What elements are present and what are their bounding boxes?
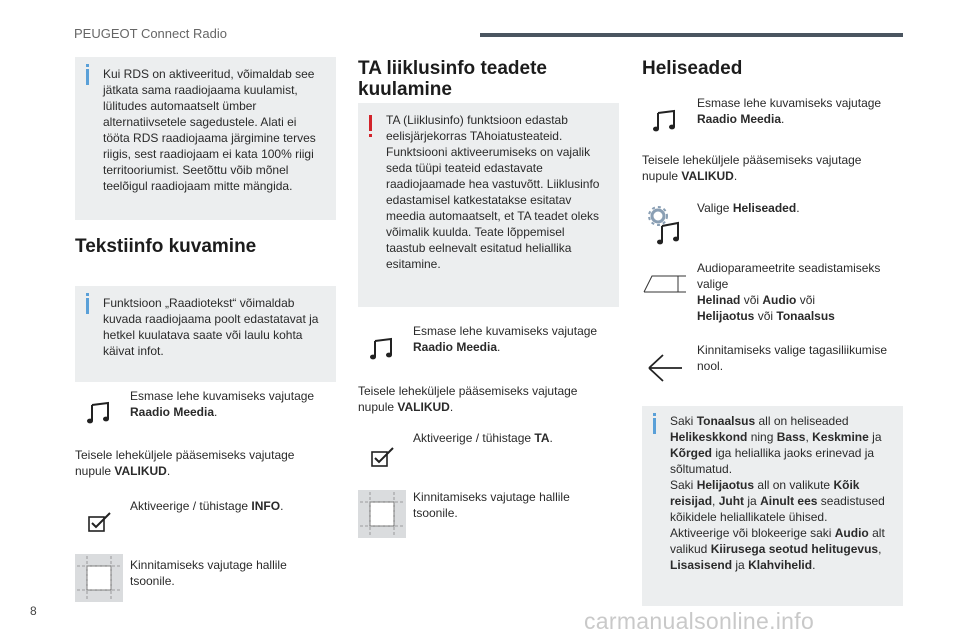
punct: .: [497, 340, 501, 354]
or-text: või: [757, 309, 774, 323]
col1-step3: [130, 498, 330, 514]
heliseaded-label: Heliseaded: [732, 201, 797, 215]
step3-text: Aktiveerige / tühistage: [413, 431, 532, 445]
tab-selector-icon: [642, 272, 688, 294]
helinad-label: Helinad: [697, 293, 741, 307]
b: Juht: [718, 494, 745, 508]
note-line: [670, 445, 891, 461]
helijaotus-label: Helijaotus: [697, 309, 755, 323]
t: valikud: [670, 542, 708, 556]
col1-step2: [75, 447, 325, 479]
page-number: 8: [30, 604, 37, 618]
info-icon: [653, 418, 656, 434]
tonaalsus-label: Tonaalsus: [776, 309, 835, 323]
col3-step2: [642, 152, 892, 184]
col1-step1: [130, 388, 330, 420]
note-line: [670, 413, 891, 429]
note-line: Lisasisend ja Klahvihelid.: [670, 558, 816, 572]
step1-text: Esmase lehe kuvamiseks vajutage: [697, 96, 882, 110]
audio-label: Audio: [762, 293, 797, 307]
step4-text: Kinnitamiseks vajutage hallile tsoonile.: [130, 558, 287, 588]
note-radiotext-text: Funktsioon „Raadiotekst“ võimaldab kuvada raadiojaama poolt edastatavat ja hetkel kuulatava saate või laulu kohta käivat infot.: [103, 296, 319, 358]
col2-step2: [358, 383, 608, 415]
b: reisijad: [670, 494, 713, 508]
col3-step5: [697, 342, 897, 374]
col2-step4: [413, 489, 593, 521]
valikud-label: VALIKUD: [681, 169, 734, 183]
col2-step3: [413, 430, 613, 446]
valikud-label: VALIKUD: [397, 400, 450, 414]
music-note-icon: [652, 108, 678, 134]
note-line: [670, 477, 891, 493]
radio-media-label: Raadio Meedia: [697, 112, 782, 126]
b: Kõrged: [670, 446, 712, 460]
b: Bass: [776, 430, 806, 444]
info-icon: [86, 298, 89, 314]
t: ja: [872, 430, 882, 444]
header-title: PEUGEOT Connect Radio: [74, 26, 227, 41]
heading-line1: TA liiklusinfo teadete: [358, 58, 547, 79]
note-line: Helikeskkond ning Bass, Keskmine ja: [670, 430, 882, 444]
back-arrow-icon: [646, 352, 684, 384]
valikud-label: VALIKUD: [114, 464, 167, 478]
checkbox-icon: [371, 447, 395, 467]
b: Keskmine: [812, 430, 869, 444]
step4-text: Audioparameetrite seadistamiseks valige: [697, 261, 881, 291]
header-bar: [480, 33, 903, 37]
step1-text: Esmase lehe kuvamiseks vajutage: [413, 324, 598, 338]
step2-text: Teisele leheküljele pääsemiseks vajutage nupule: [358, 384, 578, 414]
info-icon: [86, 69, 89, 85]
punct: .: [549, 431, 553, 445]
note-line: [670, 509, 891, 525]
punct: .: [449, 400, 454, 414]
or-text: või: [743, 293, 760, 307]
note-sound-settings: [642, 406, 903, 606]
b: Lisasisend: [670, 558, 733, 572]
note-radiotext: [75, 286, 336, 382]
note-ta-text: TA (Liiklusinfo) funktsioon edastab eelisjärjekorras TAhoiatusteateid. Funktsiooni aktiveerumiseks on vajalik seda tüüpi teateid edastavate raadiojaamade hea vastuvõtt. Liiklusinfo edastamisel katkestatakse esitatav meedia automaatselt, et TA teadet oleks võimalik kuulda. Teate lõppemisel taastub eelnevalt esitatud heliallika esitamine.: [386, 113, 600, 271]
section-heading-ta: [358, 58, 547, 100]
checkbox-icon: [88, 512, 112, 532]
t: all on valikute: [757, 478, 831, 492]
step2-text: Teisele leheküljele pääsemiseks vajutage nupule: [642, 153, 862, 183]
punct: .: [733, 169, 738, 183]
or-text: või: [799, 293, 816, 307]
step1-text: Esmase lehe kuvamiseks vajutage: [130, 389, 315, 403]
t: Aktiveerige või blokeerige saki: [670, 526, 832, 540]
b: Helikeskkond: [670, 430, 748, 444]
step2-text: Teisele leheküljele pääsemiseks vajutage nupule: [75, 448, 295, 478]
note-rds: [75, 57, 336, 220]
t: ja: [735, 558, 745, 572]
section-heading-sound: Heliseaded: [642, 58, 743, 79]
music-note-icon: [369, 336, 395, 362]
col3-step1: [697, 95, 897, 127]
col3-step3: [697, 200, 897, 216]
note-ta-warning: [358, 103, 619, 307]
t: ning: [750, 430, 774, 444]
b: Helijaotus: [696, 478, 755, 492]
punct: .: [796, 201, 800, 215]
radio-media-label: Raadio Meedia: [413, 340, 498, 354]
t: alt: [872, 526, 885, 540]
step3-text: Aktiveerige / tühistage: [130, 499, 249, 513]
punct: .: [280, 499, 284, 513]
b: Audio: [834, 526, 869, 540]
b: Tonaalsus: [696, 414, 756, 428]
watermark: carmanualsonline.info: [584, 608, 815, 634]
t: Saki: [670, 414, 694, 428]
radio-media-label: Raadio Meedia: [130, 405, 215, 419]
note-line: reisijad, Juht ja Ainult ees seadistused: [670, 494, 885, 508]
col3-step4: [697, 260, 902, 324]
t: kõikidele heliallikatele ühised.: [670, 510, 828, 524]
note-line: valikud Kiirusega seotud helitugevus,: [670, 542, 882, 556]
t: all on heliseaded: [758, 414, 849, 428]
b: Klahvihelid: [748, 558, 813, 572]
b: Ainult ees: [760, 494, 818, 508]
step4-text: Kinnitamiseks vajutage hallile tsoonile.: [413, 490, 570, 520]
col2-step1: [413, 323, 613, 355]
section-heading-text-info: Tekstiinfo kuvamine: [75, 236, 257, 257]
t: Saki: [670, 478, 694, 492]
note-line: [670, 525, 891, 541]
note-rds-text: Kui RDS on aktiveeritud, võimaldab see jätkata sama raadiojaama kuulamist, lülitudes automaatselt ümber alternatiivsetele sagedustele. Alati ei tööta RDS raadiojaama järgimine terves riigis, sest raadiojaam ei kata 100% riigi territooriumist. Seetõttu võib mõnel teelõigul raadiojaam mitte mängida.: [103, 67, 316, 193]
t: ja: [747, 494, 757, 508]
col1-step4: [130, 557, 310, 589]
music-note-icon: [86, 400, 112, 426]
b: Kõik: [833, 478, 860, 492]
info-label: INFO: [251, 499, 281, 513]
punct: .: [166, 464, 171, 478]
grey-zone-icon: [75, 554, 123, 602]
note-line: [670, 461, 891, 477]
punct: .: [781, 112, 785, 126]
ta-label: TA: [534, 431, 550, 445]
grey-zone-icon: [358, 490, 406, 538]
t: iga heliallika jaoks erinevad ja: [715, 446, 875, 460]
gear-music-icon: [648, 206, 684, 246]
step3-text: Valige: [697, 201, 730, 215]
punct: .: [214, 405, 218, 419]
t: sõltumatud.: [670, 462, 733, 476]
heading-line2: kuulamine: [358, 79, 452, 100]
warning-icon: [369, 115, 372, 131]
b: Kiirusega seotud helitugevus: [710, 542, 879, 556]
step5-text: Kinnitamiseks valige tagasiliikumise nool.: [697, 343, 888, 373]
t: seadistused: [820, 494, 885, 508]
